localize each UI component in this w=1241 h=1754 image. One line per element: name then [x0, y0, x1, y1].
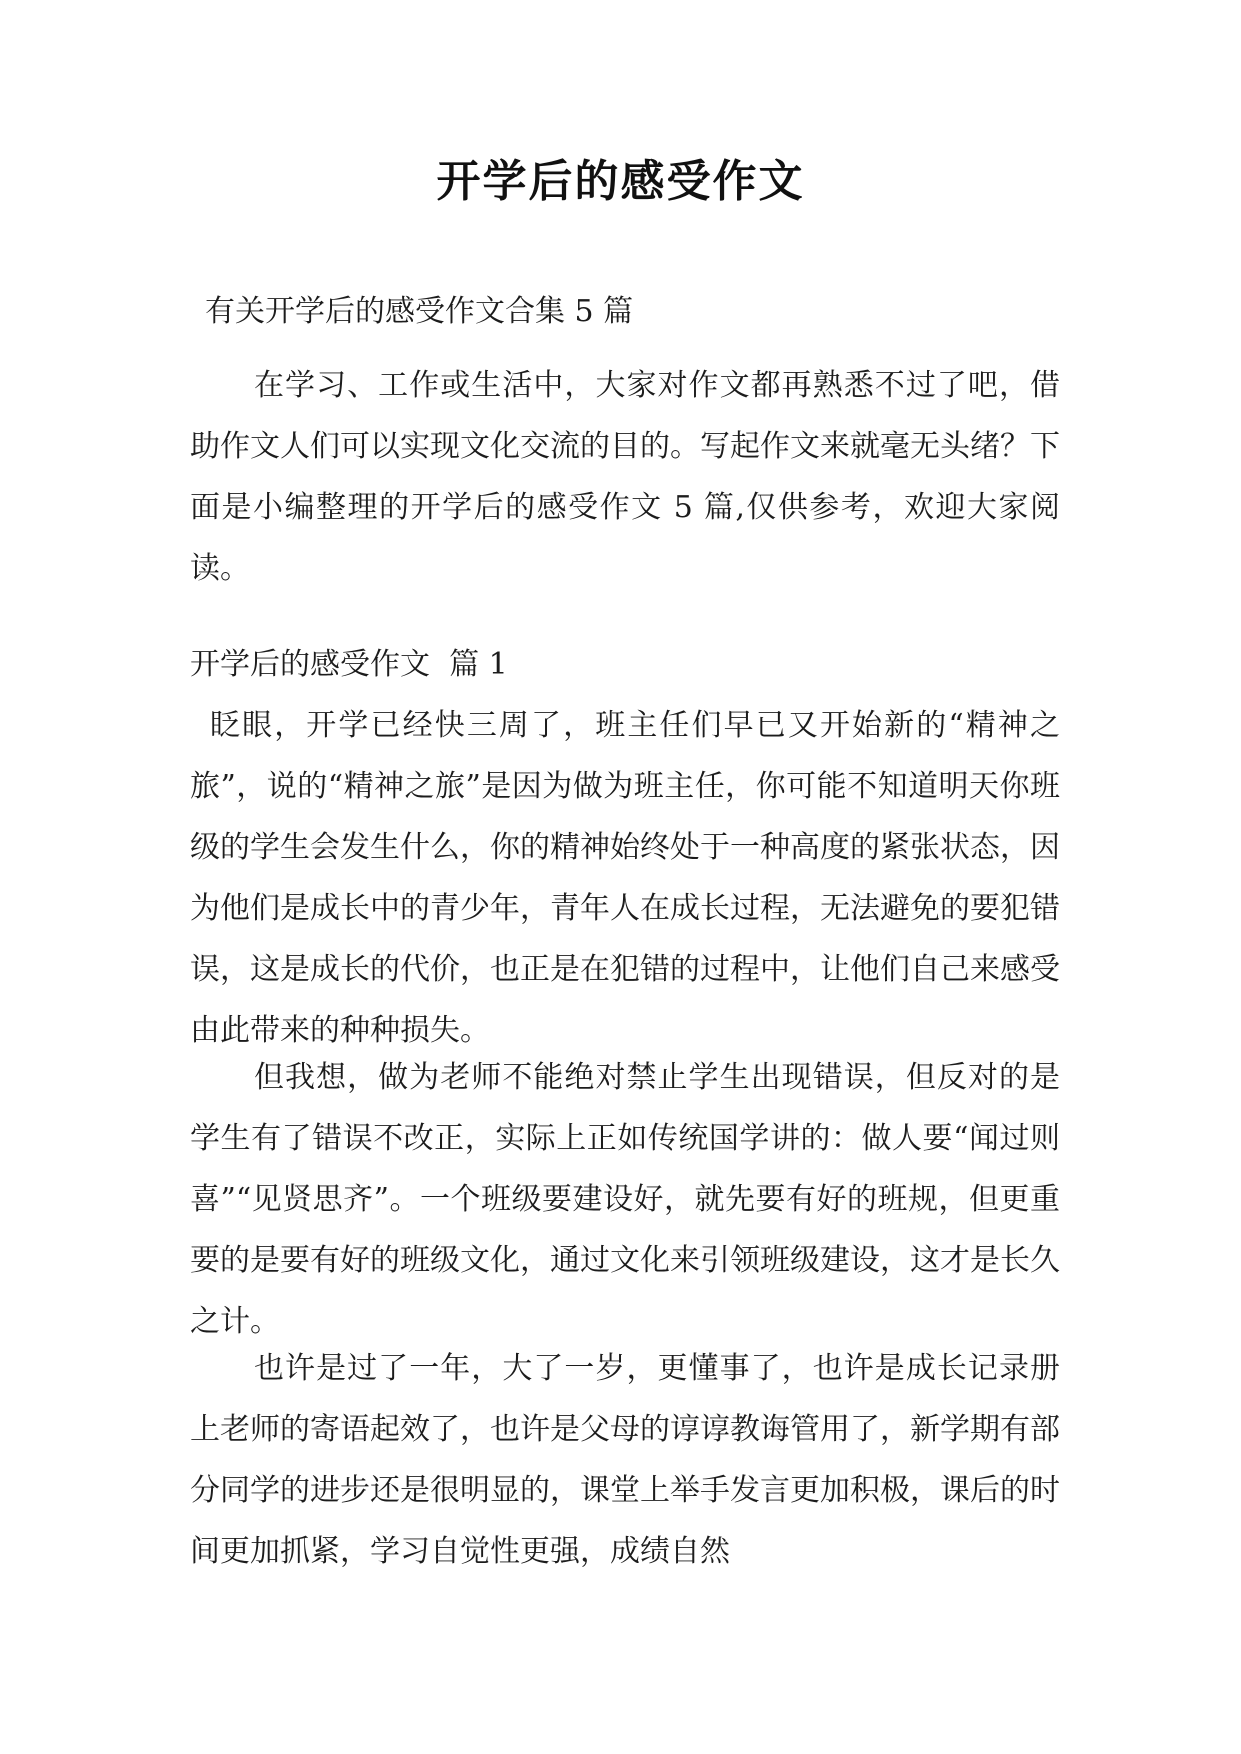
intro-paragraph: 在学习、工作或生活中，大家对作文都再熟悉不过了吧，借助作文人们可以实现文化交流的目的。写起作文来就毫无头绪？下面是小编整理的开学后的感受作文 5 篇,仅供参考，欢迎大家阅读。 — [190, 368, 1060, 586]
body-paragraph: 眨眼，开学已经快三周了，班主任们早已又开始新的“精神之旅”，说的“精神之旅”是因为做为班主任，你可能不知道明天你班级的学生会发生什么，你的精神始终处于一种高度的紧张状态，因为他们是成长中的青少年，青年人在成长过程，无法避免的要犯错误，这是成长的代价，也正是在犯错的过程中，让他们自己来感受由此带来的种种损失。 — [190, 708, 1060, 1048]
body-paragraph: 但我想，做为老师不能绝对禁止学生出现错误，但反对的是学生有了错误不改正，实际上正如传统国学讲的：做人要“闻过则喜”“见贤思齐”。一个班级要建设好，就先要有好的班规，但更重要的是要有好的班级文化，通过文化来引领班级建设，这才是长久之计。 — [190, 1060, 1060, 1339]
document-subtitle: 有关开学后的感受作文合集 5 篇 — [205, 294, 634, 329]
body-paragraph: 也许是过了一年，大了一岁，更懂事了，也许是成长记录册上老师的寄语起效了，也许是父母的谆谆教诲管用了，新学期有部分同学的进步还是很明显的，课堂上举手发言更加积极，课后的时间更加抓紧，学习自觉性更强，成绩自然 — [190, 1351, 1060, 1569]
document-title: 开学后的感受作文 — [436, 156, 805, 207]
section-heading: 开学后的感受作文 篇 1 — [190, 647, 508, 682]
